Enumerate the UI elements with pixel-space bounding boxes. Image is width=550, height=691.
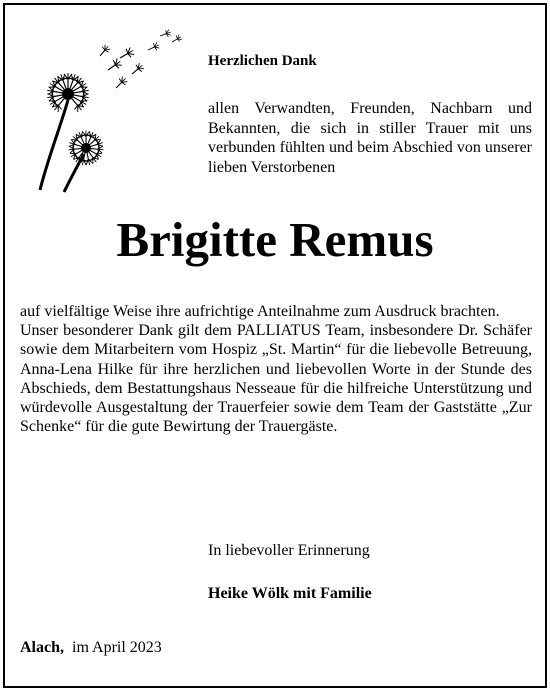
date: im April 2023	[72, 639, 162, 656]
body-paragraph: Unser besonderer Dank gilt dem PALLIATUS Team, insbesondere Dr. Schäfer sowie dem Mitarbeitern vom Hospiz „St. Martin“ für die liebevolle Betreuung, Anna-Lena Hilke für ihre herzlichen und liebevollen Worte in der Stunde des Abschieds, dem Bestattungshaus Nesseaue für die hilfreiche Unterstützung und würdevolle Ausgestaltung der Trauerfeier sowie dem Team der Gaststätte „Zur Schenke“ für die gute Bewirtung der Trauergäste.	[20, 322, 532, 436]
dandelion-icon	[20, 28, 198, 198]
body-paragraph: auf vielfältige Weise ihre aufrichtige Anteilnahme zum Ausdruck brachten.	[20, 303, 500, 320]
signature: Heike Wölk mit Familie	[208, 585, 372, 602]
body-text	[20, 302, 532, 436]
thanks-heading: Herzlichen Dank	[208, 53, 317, 69]
closing-line: In liebevoller Erinnerung	[208, 542, 370, 559]
intro-text: allen Verwandten, Freunden, Nachbarn und Bekannten, die sich in stiller Trauer mit uns verbunden fühlten und beim Abschied von unserer lieben Verstorbenen	[208, 100, 532, 176]
deceased-name: Brigitte Remus	[116, 212, 434, 267]
place: Alach,	[20, 639, 64, 656]
place-date-line	[20, 639, 162, 657]
